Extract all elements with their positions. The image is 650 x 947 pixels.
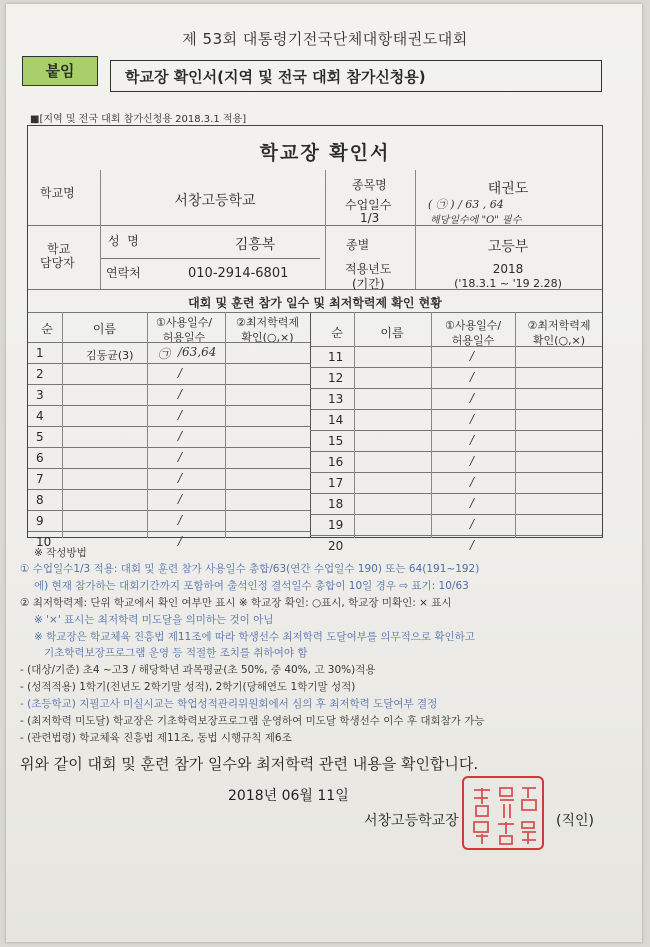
note-min-academic: ② 최저학력제: 단위 학교에서 확인 여부만 표시 ※ 학교장 확인: ○표시, 학교장 미확인: × 표시 [20,597,452,609]
note-principal-duty: ※ 학교장은 학교체육 진흥법 제11조에 따라 학생선수 최저학력 도달여부를 의무적으로 확인하고 [34,631,475,643]
category-value: 고등부 [487,239,529,255]
school-official-seal [462,776,544,850]
info-divider [415,170,416,289]
table-row-mark: ㉠ [158,347,171,361]
class-days-value: ( ㉠ ) / 63 , 64 [428,198,504,211]
event-label: 종목명 [352,178,387,192]
table-row-divider [28,531,310,532]
class-days-hint: 해당일수에 "O" 필수 [430,215,522,226]
table-row-days: / [178,408,183,422]
table-row-days-right: / [470,412,475,426]
note-elementary: - (초등학교) 지필고사 미실시교는 학업성적관리위원회에서 심의 후 최저학력 도달여부 결정 [20,698,438,710]
table-row-divider [28,468,310,469]
table-row-no: 9 [36,514,44,528]
table-row-days-right: / [470,517,475,531]
col-header-days: ①사용일수/ [155,316,213,329]
col-header-academic-right-2: 확인(○,×) [532,334,586,347]
note-law: - (관련법령) 학교체육 진흥법 제11조, 동법 시행규칙 제6조 [20,732,292,744]
confirmation-statement: 위와 같이 대회 및 훈련 참가 일수와 최저학력 관련 내용을 확인합니다. [20,755,479,773]
period-year: 2018 [492,262,524,276]
annex-title: 학교장 확인서(지역 및 전국 대회 참가신청용) [110,60,602,92]
table-row-no: 2 [36,367,44,381]
table-row-no-right: 18 [328,497,344,511]
note-not-reached: - (최저학력 미도달) 학교장은 기초학력보장프로그램 운영하여 미도달 학생선수 이수 후 대회참가 가능 [20,715,485,727]
note-x-meaning: ※ '×' 표시는 최저학력 미도달을 의미하는 것이 아님 [34,614,274,626]
table-row-days: / [178,492,183,506]
note-grade-period: - (성적적용) 1학기(전년도 2학기말 성적), 2학기(당해연도 1학기말 성적) [20,681,356,693]
table-row-no-right: 20 [328,539,344,553]
col-header-days-right-2: 허용일수 [451,334,495,347]
col-header-days-right: ①사용일수/ [444,319,502,332]
table-row-days: / [178,513,183,527]
table-row-days-right: / [470,454,475,468]
class-days-fraction: 1/3 [360,211,380,225]
table-col-divider [147,312,148,538]
table-row-divider [28,510,310,511]
class-days-label: 수업일수 [345,198,392,212]
table-col-divider [515,312,516,538]
table-row-divider [28,426,310,427]
col-header-name-right: 이름 [380,326,404,340]
table-row-no-right: 19 [328,518,344,532]
table-row-days: / [178,366,183,380]
table-row-no-right: 13 [328,392,344,406]
table-col-divider [354,312,355,538]
note-class-days-example: 에) 현재 참가하는 대회기간까지 포함하여 출석인정 결석일수 총합이 10일 경우 ⇨ 표기: 10/63 [34,580,469,592]
document-header: 제 53회 대통령기전국단체대항태권도대회 [182,30,468,48]
table-row-days: / [178,429,183,443]
table-row-days-right: / [470,391,475,405]
table-row-no: 10 [36,535,52,549]
note-principal-duty-2: 기초학력보장프로그램 운영 등 적절한 조치를 취하여야 함 [44,647,308,659]
info-divider [100,258,320,259]
table-row-divider [28,447,310,448]
col-header-academic-right: ②최저학력제 [527,319,591,332]
table-row-no: 1 [36,346,44,360]
table-row-divider [28,405,310,406]
table-row-no-right: 11 [328,350,344,364]
period-label-2: (기간) [352,277,385,291]
table-row-no-right: 16 [328,455,344,469]
teacher-name: 김흥복 [234,237,276,253]
teacher-label-2: 담당자 [40,256,75,270]
note-target-criteria: - (대상/기준) 초4 ~고3 / 해당학년 과목평균(초 50%, 중 40%, 고 30%)적용 [20,664,376,676]
teacher-contact: 010-2914-6801 [188,266,289,281]
table-row-divider [28,489,310,490]
signer-name: 서창고등학교장 [364,813,459,829]
table-row-no: 8 [36,493,44,507]
table-row-no: 3 [36,388,44,402]
table-row-no: 5 [36,430,44,444]
table-row-no: 4 [36,409,44,423]
col-header-days-2: 허용일수 [162,331,206,344]
period-label: 적용년도 [345,262,392,276]
table-row-days-right: / [470,370,475,384]
col-header-academic-2: 확인(○,×) [241,331,294,344]
table-caption: 대회 및 훈련 참가 일수 및 최저학력제 확인 현황 [188,296,442,310]
note-class-days: ① 수업일수1/3 적용: 대회 및 훈련 참가 사용일수 총합/63(연간 수업일수 190) 또는 64(191~192) [20,563,480,575]
info-divider [325,170,326,289]
school-name-label: 학교명 [40,186,75,200]
table-row-days: /63,64 [178,345,217,359]
table-row-days: / [178,450,183,464]
name-label: 성 명 [108,234,139,248]
form-title: 학교장 확인서 [259,142,391,164]
notes-heading: ※ 작성방법 [34,547,87,559]
col-header-no-right: 순 [331,326,343,340]
table-row-divider [28,342,310,343]
table-row-days: / [178,471,183,485]
table-row-no-right: 17 [328,476,344,490]
annex-badge: 붙임 [22,56,98,86]
table-row-no-right: 14 [328,413,344,427]
category-label: 종별 [346,238,370,252]
table-col-divider [431,312,432,538]
table-row-divider [28,384,310,385]
table-col-divider [62,312,63,538]
table-row-no-right: 12 [328,371,344,385]
seal-label: (직인) [556,813,594,829]
table-row-days-right: / [470,496,475,510]
event-name: 태권도 [487,181,529,197]
col-header-academic: ②최저학력제 [236,316,299,329]
col-header-name: 이름 [92,322,117,336]
info-divider [100,170,101,289]
table-row-days-right: / [470,538,475,552]
form-note: ■[지역 및 전국 대회 참가신청용 2018.3.1 적용] [30,114,247,125]
contact-label: 연락처 [106,266,141,280]
table-col-divider [225,312,226,538]
issue-date: 2018년 06월 11일 [228,788,349,804]
table-row-no-right: 15 [328,434,344,448]
table-row-days-right: / [470,349,475,363]
table-row-no: 7 [36,472,44,486]
table-row-days-right: / [470,433,475,447]
table-row-divider [28,363,310,364]
col-header-no: 순 [41,322,53,336]
table-row-days: / [178,387,183,401]
teacher-label: 학교 [47,242,71,256]
school-name: 서창고등학교 [174,193,256,209]
table-row-no: 6 [36,451,44,465]
table-row-days-right: / [470,475,475,489]
table-row-days: / [178,534,183,548]
period-range: ('18.3.1 ~ '19 2.28) [454,277,562,290]
table-row-name: 김동균(3) [86,349,134,362]
